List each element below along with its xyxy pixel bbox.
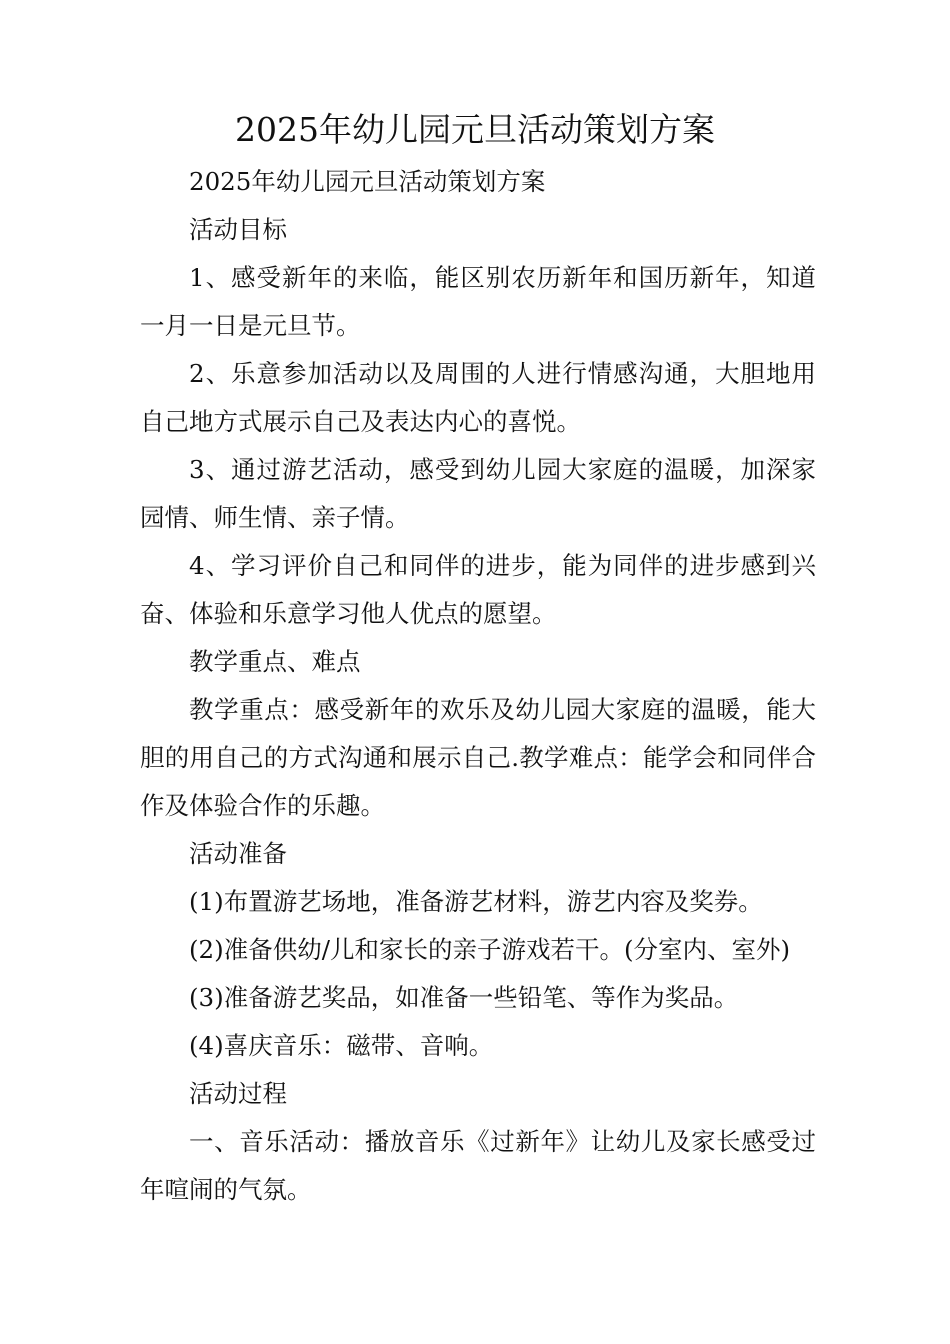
paragraph-heading-preparation: 活动准备 bbox=[189, 839, 287, 868]
document-title: 2025年幼儿园元旦活动策划方案 bbox=[235, 110, 715, 149]
paragraph-prep-2: (2)准备供幼/儿和家长的亲子游戏若干。(分室内、室外) bbox=[189, 935, 791, 964]
paragraph-prep-3: (3)准备游艺奖品，如准备一些铅笔、等作为奖品。 bbox=[189, 983, 739, 1012]
paragraph-goal-1: 1、感受新年的来临，能区别农历新年和国历新年，知道一月一日是元旦节。 bbox=[140, 263, 816, 340]
paragraph-heading-key-points: 教学重点、难点 bbox=[189, 647, 361, 676]
paragraph-key-points: 教学重点：感受新年的欢乐及幼儿园大家庭的温暖，能大胆的用自己的方式沟通和展示自己.教学难点：能学会和同伴合作及体验合作的乐趣。 bbox=[140, 695, 816, 820]
paragraph-heading-goals: 活动目标 bbox=[189, 215, 287, 244]
paragraph-goal-2: 2、乐意参加活动以及周围的人进行情感沟通，大胆地用自己地方式展示自己及表达内心的喜悦。 bbox=[140, 359, 816, 436]
paragraph-process-1: 一、音乐活动：播放音乐《过新年》让幼儿及家长感受过年喧闹的气氛。 bbox=[140, 1127, 816, 1204]
paragraph-goal-3: 3、通过游艺活动，感受到幼儿园大家庭的温暖，加深家园情、师生情、亲子情。 bbox=[140, 455, 816, 532]
paragraph-heading-process: 活动过程 bbox=[189, 1079, 287, 1108]
paragraph-subtitle: 2025年幼儿园元旦活动策划方案 bbox=[189, 167, 546, 196]
paragraph-prep-1: (1)布置游艺场地，准备游艺材料，游艺内容及奖券。 bbox=[189, 887, 763, 916]
document-body bbox=[140, 158, 816, 1214]
paragraph-goal-4: 4、学习评价自己和同伴的进步，能为同伴的进步感到兴奋、体验和乐意学习他人优点的愿望。 bbox=[140, 551, 816, 628]
paragraph-prep-4: (4)喜庆音乐：磁带、音响。 bbox=[189, 1031, 494, 1060]
